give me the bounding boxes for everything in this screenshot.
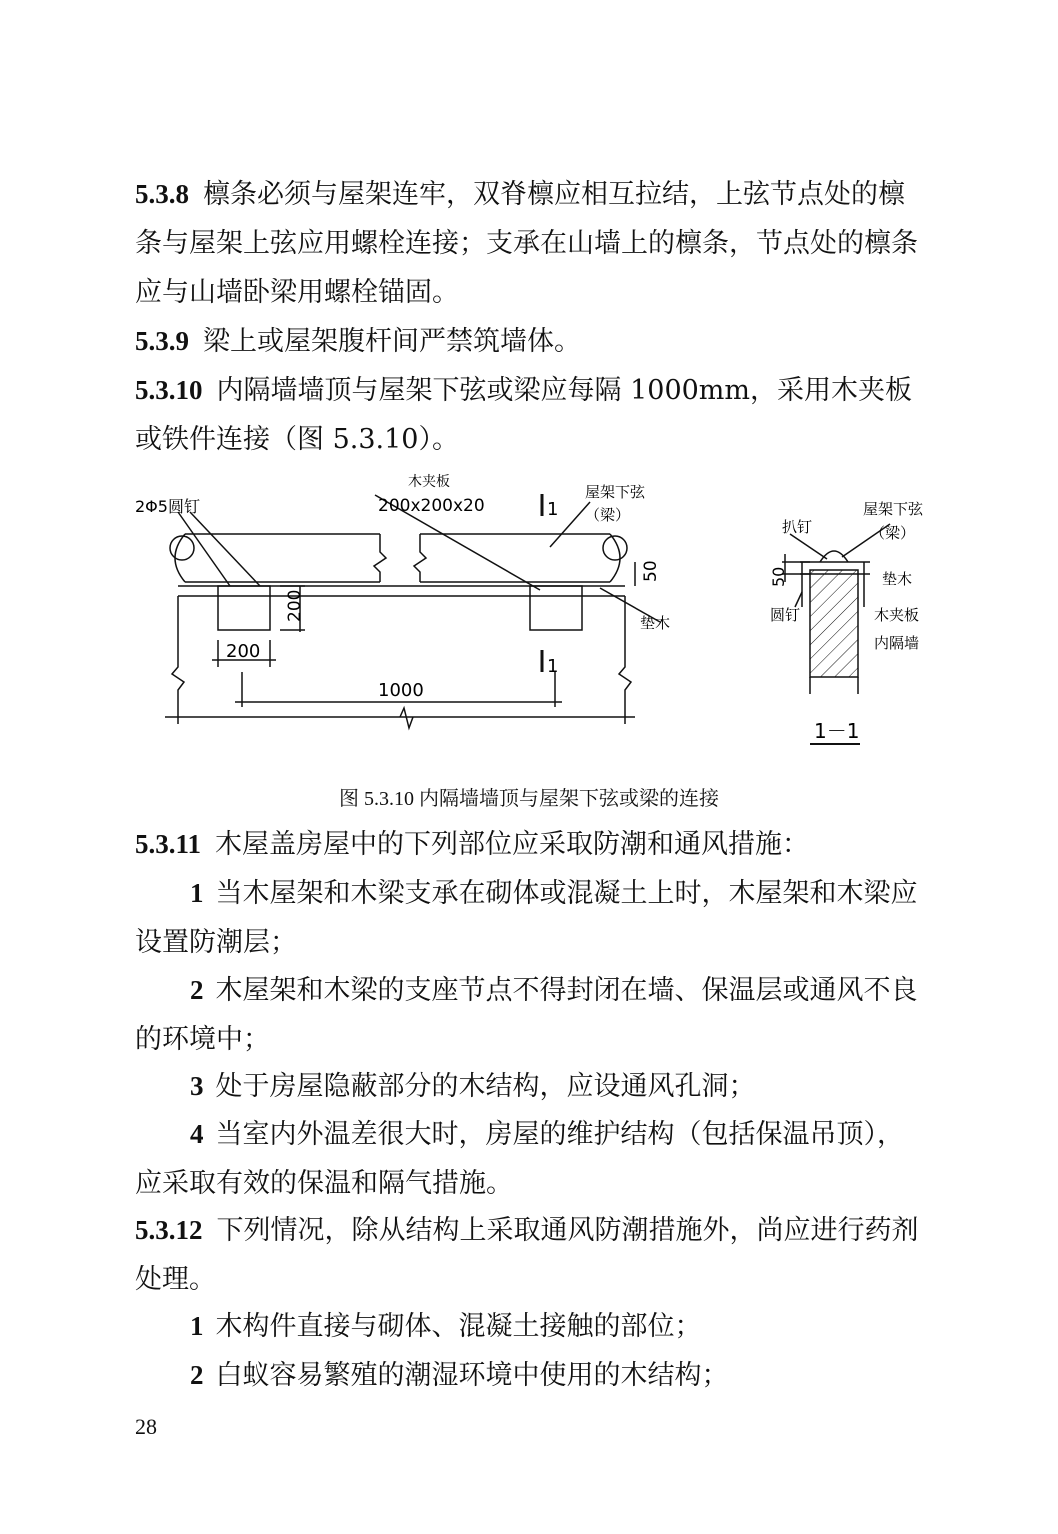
label-dim-1000: 1000 [378,680,424,701]
label-partition: 内隔墙 [874,634,920,652]
list-item [135,1062,925,1111]
clause-number: 5.3.10 [135,375,203,405]
item-number: 4 [190,1119,204,1149]
label-section-title: 1－1 [814,719,860,743]
paragraph-5-3-11 [135,820,925,869]
clause-number: 5.3.9 [135,326,189,356]
label-chord-r: 屋架下弦 [863,500,924,518]
log-end-right [610,534,620,582]
label-chord: 屋架下弦 [585,483,646,501]
label-nails: 2Φ5圆钉 [135,497,200,516]
label-pad: 垫木 [640,614,671,632]
splint-left [218,586,270,630]
figure-caption: 图 5.3.10 内隔墙墙顶与屋架下弦或梁的连接 [339,788,719,810]
item-text: 处于房屋隐蔽部分的木结构，应设通风孔洞； [215,1071,756,1102]
item-number: 2 [190,1360,204,1390]
label-dim-50: 50 [641,560,661,582]
break-left [374,534,386,582]
paragraph-5-3-9 [135,317,925,366]
item-number: 1 [190,1311,204,1341]
figure-5-3-10 [130,462,930,762]
item-number: 2 [190,975,204,1005]
log-circle-left [170,536,194,560]
label-clamp-nail: 扒钉 [782,518,813,536]
splint-right [530,586,582,630]
paragraph-5-3-12 [135,1206,925,1304]
item-text: 木屋架和木梁的支座节点不得封闭在墙、保温层或通风不良的环境中； [135,975,918,1055]
list-item [135,1302,925,1351]
clause-text: 梁上或屋架腹杆间严禁筑墙体。 [203,326,581,357]
page-number: 28 [135,1414,157,1439]
clause-number: 5.3.8 [135,179,189,209]
item-number: 3 [190,1071,204,1101]
clause-text: 木屋盖房屋中的下列部位应采取防潮和通风措施： [215,829,810,860]
label-chord-beam-r: （梁） [870,524,916,542]
clause-text: 内隔墙墙顶与屋架下弦或梁应每隔 1000mm，采用木夹板或铁件连接（图 5.3.10）。 [135,375,912,455]
label-round-nail: 圆钉 [770,606,801,624]
label-dim-200-h: 200 [226,641,261,662]
label-dim-50-r: 50 [769,566,788,587]
list-item [135,966,925,1064]
label-splint-r: 木夹板 [874,606,920,624]
list-item [135,869,925,967]
label-dim-200-v: 200 [285,589,305,622]
paragraph-5-3-10 [135,366,925,464]
clause-text: 下列情况，除从结构上采取通风防潮措施外，尚应进行药剂处理。 [135,1215,919,1295]
partition-section [810,570,858,677]
clause-text: 檩条必须与屋架连牢，双脊檩应相互拉结，上弦节点处的檩条与屋架上弦应用螺栓连接；支承在山墙上的檩条，节点处的檩条应与山墙卧梁用螺栓锚固。 [135,179,918,308]
label-chord-beam: （梁） [585,506,631,524]
item-text: 木构件直接与砌体、混凝土接触的部位； [215,1311,702,1342]
wall-left [172,596,184,724]
paragraph-5-3-8 [135,170,925,317]
label-section-bottom: 1 [547,656,559,677]
item-number: 1 [190,878,204,908]
label-splint: 木夹板 [408,474,450,490]
clause-number: 5.3.12 [135,1215,203,1245]
label-pad-r: 垫木 [882,570,913,588]
list-item [135,1110,925,1208]
item-text: 白蚁容易繁殖的潮湿环境中使用的木结构； [215,1360,729,1391]
item-text: 当室内外温差很大时，房屋的维护结构（包括保温吊顶），应采取有效的保温和隔气措施。 [135,1119,904,1199]
label-section-top: 1 [547,499,559,520]
wall-right [619,596,631,724]
item-text: 当木屋架和木梁支承在砌体或混凝土上时，木屋架和木梁应设置防潮层； [135,878,918,958]
base-break [400,708,413,728]
label-splint-size: 200x200x20 [378,496,485,516]
clause-number: 5.3.11 [135,829,202,859]
list-item [135,1351,925,1400]
break-right [414,534,426,582]
